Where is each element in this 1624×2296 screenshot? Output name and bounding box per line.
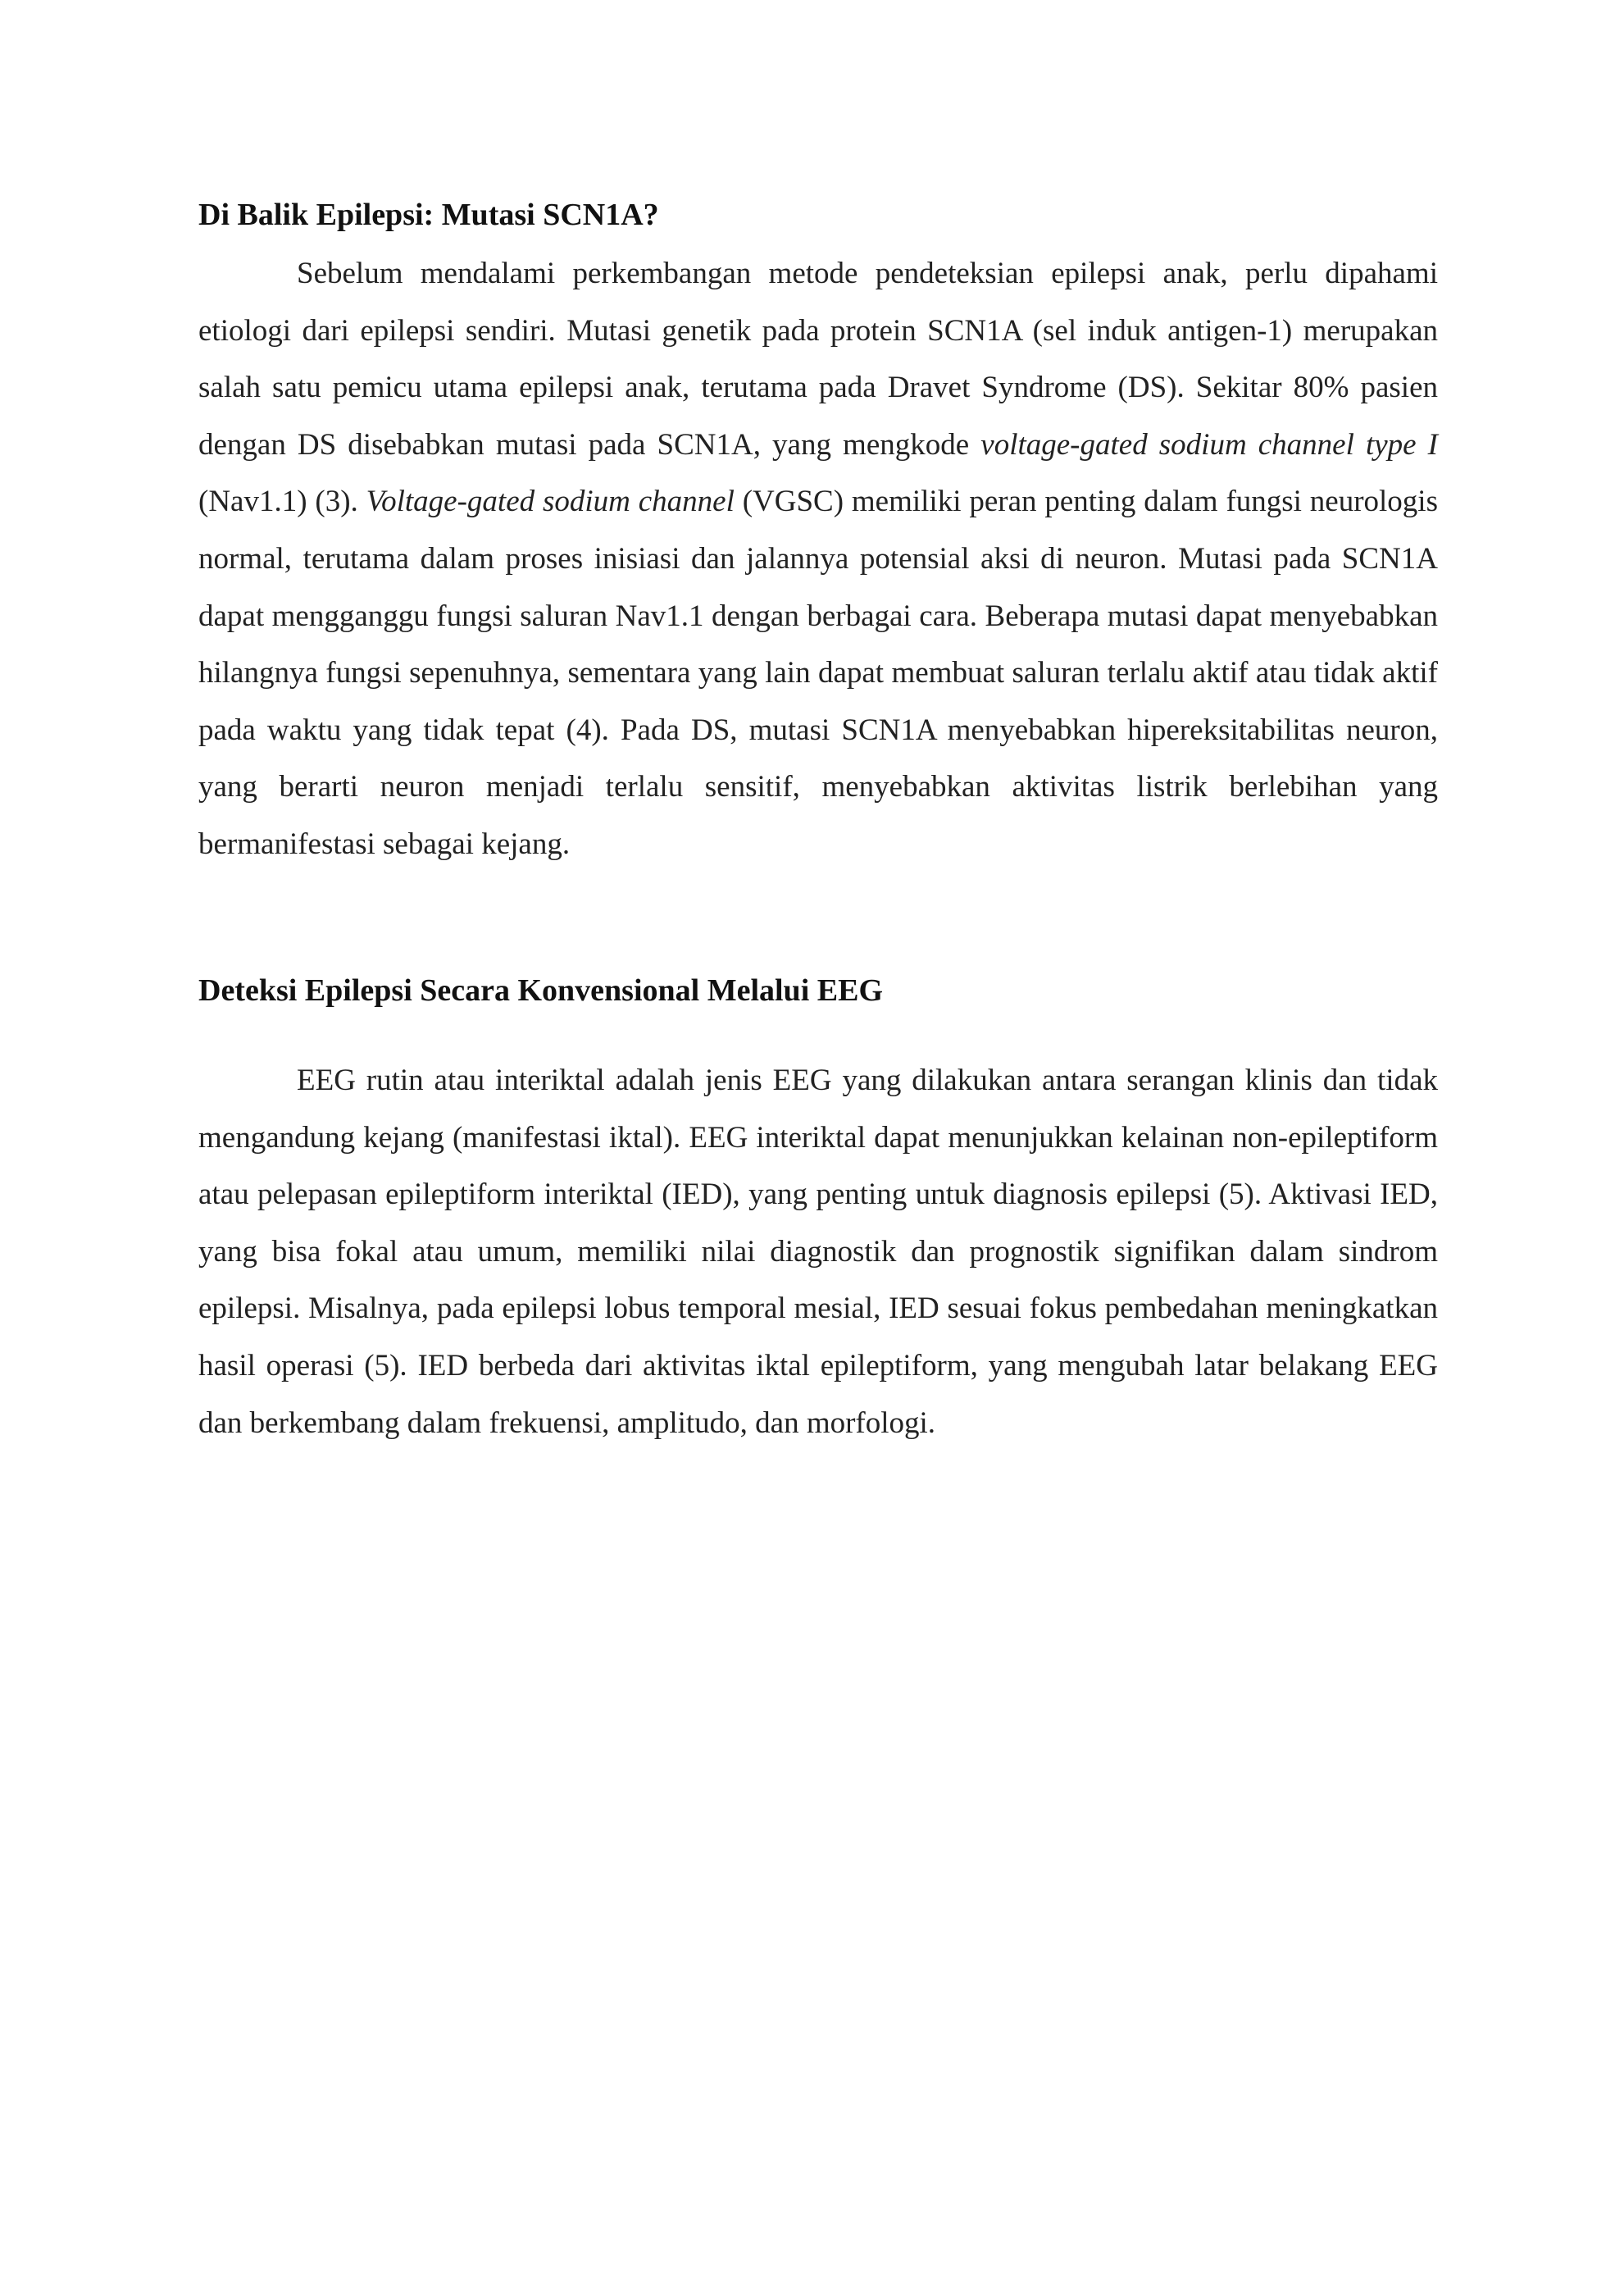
section-heading-scn1a: Di Balik Epilepsi: Mutasi SCN1A? xyxy=(198,198,659,232)
paragraph-text: (Nav1.1) (3). xyxy=(198,485,366,519)
paragraph-text: Sebelum mendalami perkembangan metode pendeteksian epilepsi anak, perlu dipahami etiologi dari epilepsi sendiri. Mutasi genetik pada protein SCN1A (sel induk antigen-1) merupakan salah satu pemicu utama epilepsi anak, terutama pada Dravet Syndrome (DS). Sekitar 80% pasien dengan DS disebabkan mutasi pada SCN1A, yang mengkode xyxy=(198,257,1438,462)
italic-term-vgsc: Voltage-gated sodium channel xyxy=(366,485,735,519)
italic-term-vgsc-type1: voltage-gated sodium channel type I xyxy=(980,427,1438,462)
section-heading-eeg: Deteksi Epilepsi Secara Konvensional Melalui EEG xyxy=(198,973,883,1008)
section-paragraph-scn1a xyxy=(198,245,1438,873)
section-paragraph-eeg: EEG rutin atau interiktal adalah jenis EEG yang dilakukan antara serangan klinis dan tidak mengandung kejang (manifestasi iktal). EEG interiktal dapat menunjukkan kelainan non-epileptiform atau pelepasan epileptiform interiktal (IED), yang penting untuk diagnosis epilepsi (5). Aktivasi IED, yang bisa fokal atau umum, memiliki nilai diagnostik dan prognostik signifikan dalam sindrom epilepsi. Misalnya, pada epilepsi lobus temporal mesial, IED sesuai fokus pembedahan meningkatkan hasil operasi (5). IED berbeda dari aktivitas iktal epileptiform, yang mengubah latar belakang EEG dan berkembang dalam frekuensi, amplitudo, dan morfologi. xyxy=(198,1064,1438,1440)
paragraph-text: (VGSC) memiliki peran penting dalam fungsi neurologis normal, terutama dalam proses inisiasi dan jalannya potensial aksi di neuron. Mutasi pada SCN1A dapat mengganggu fungsi saluran Nav1.1 dengan berbagai cara. Beberapa mutasi dapat menyebabkan hilangnya fungsi sepenuhnya, sementara yang lain dapat membuat saluran terlalu aktif atau tidak aktif pada waktu yang tidak tepat (4). Pada DS, mutasi SCN1A menyebabkan hipereksitabilitas neuron, yang berarti neuron menjadi terlalu sensitif, menyebabkan aktivitas listrik berlebihan yang bermanifestasi sebagai kejang. xyxy=(198,485,1438,861)
